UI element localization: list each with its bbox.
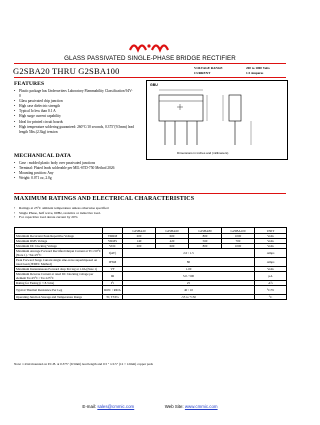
email-label: E-mail:	[82, 404, 97, 409]
parameter-cell: Maximum RMS Voltage	[15, 239, 103, 244]
package-outline-icon	[147, 81, 287, 159]
parameter-cell: Operating Junction Storage and Temperature Range	[15, 295, 103, 300]
voltage-label: VOLTAGE RANGE	[194, 66, 223, 70]
unit-cell: °C/W	[255, 286, 287, 295]
parameter-cell: Maximum DC blocking Voltage	[15, 244, 103, 249]
ratings-rule	[14, 193, 286, 194]
value-cell: 800	[189, 244, 222, 249]
table-row	[15, 272, 287, 281]
unit-cell: Volts	[255, 244, 287, 249]
value-cell: 200	[123, 244, 156, 249]
table-row	[15, 286, 287, 295]
symbol-cell: VDC	[103, 244, 123, 249]
email-link[interactable]: sales@cmmic.com	[97, 404, 135, 409]
symbol-cell: VRRM	[103, 234, 123, 239]
value-cell: 40 / 10	[123, 286, 255, 295]
document-subtitle: GLASS PASSIVATED SINGLE-PHASE BRIDGE RECTIFIER	[64, 55, 236, 62]
value-cell: 5.0 / 500	[123, 272, 255, 281]
value-cell: 1000	[222, 244, 255, 249]
parameter-cell: Maximum Average Forward Rectified Output Current at TC=50°C (Note 1) / TA=25°C	[16, 249, 102, 257]
spec-summary	[194, 66, 270, 76]
table-row	[15, 249, 287, 258]
rating-condition-item: • Ratings at 25°C ambient temperature unless otherwise specified	[14, 206, 284, 211]
mechanical-heading: MECHANICAL DATA	[14, 153, 72, 159]
parameter-cell: Maximum Recurrent Peak Repetitive Voltage	[15, 234, 103, 239]
parameter-cell: Maximum Instantaneous Forward drop Per leg at 1.0A (Note 1)	[15, 267, 103, 272]
value-cell: 25	[123, 281, 255, 286]
section-rule	[14, 77, 286, 78]
feature-item: • High temperature soldering guaranteed: 260°C/10 seconds, 0.375"(9.5mm) lead length 5lbs.(2.3kg) tension	[14, 125, 134, 135]
value-cell: 800	[189, 234, 222, 239]
value-cell: 1.00	[123, 267, 255, 272]
symbol-cell: IR	[103, 272, 123, 281]
website-label: Web Site:	[164, 404, 184, 409]
ratings-heading: MAXIMUM RATINGS AND ELECTRICAL CHARACTERISTICS	[14, 196, 195, 202]
features-list	[14, 89, 134, 135]
unit-cell: µA	[255, 272, 287, 281]
mechanical-item: • Case : molded plastic body over passivated junctions	[14, 161, 134, 166]
column-header: UNIT	[255, 228, 287, 234]
feature-item: • Typical Io less than 0.1 A	[14, 109, 134, 114]
column-header: G2SBA20	[123, 228, 156, 234]
symbol-cell: VF	[103, 267, 123, 272]
feature-item: • Glass passivated chip junction	[14, 99, 134, 104]
voltage-value: 200 to 1000 Volts	[246, 66, 270, 70]
table-row	[15, 295, 287, 300]
table-note: Note: 1.Unit mounted on P.C.B. at 0.375" (9.5mm) lead length and 0.5 " x 0.5" (12 × 12mm) copper pads	[14, 362, 153, 366]
value-cell: 140	[123, 239, 156, 244]
value-cell: 200	[123, 234, 156, 239]
value-cell: 700	[222, 239, 255, 244]
symbol-cell: I²t	[103, 281, 123, 286]
value-cell: 1000	[222, 234, 255, 239]
parameter-cell: Typical Thermal Resistance Per Leg	[15, 286, 103, 295]
header-rule	[14, 63, 286, 64]
symbol-cell: VRMS	[103, 239, 123, 244]
unit-cell: A²s	[255, 281, 287, 286]
mechanical-item: • Mounting position: Any	[14, 171, 134, 176]
rating-condition-item: • Single Phase, half wave, 60Hz, resistive or inductive load.	[14, 211, 284, 216]
column-header: G2SBA60	[156, 228, 189, 234]
features-heading: FEATURES	[14, 81, 45, 87]
current-value: 1.5 Amperes	[246, 71, 264, 75]
ratings-table	[14, 227, 287, 300]
column-header: G2SBA80	[189, 228, 222, 234]
symbol-cell: TJ, TSTG	[103, 295, 123, 300]
drawing-note: Dimensions in inches and (millimeters)	[177, 151, 229, 155]
footer	[0, 404, 300, 409]
value-cell: 600	[156, 234, 189, 239]
unit-cell: Volts	[255, 267, 287, 272]
symbol-cell: RθJC / RθJA	[103, 286, 123, 295]
parameter-cell: Peak Forward Surge Current single sine-wave superimposed on rated load (JEDEC Method)	[15, 258, 103, 267]
value-cell: -55 to +150	[123, 295, 255, 300]
unit-cell: Volts	[255, 239, 287, 244]
package-drawing	[146, 80, 288, 160]
unit-cell: °C	[255, 295, 287, 300]
mechanical-item: • Terminal: Plated leads solderable per MIL-STD-750 Method 2026	[14, 166, 134, 171]
value-cell: 560	[189, 239, 222, 244]
value-cell: 600	[156, 244, 189, 249]
value-cell: 420	[156, 239, 189, 244]
feature-item: • Plastic package has Underwriters Laboratory Flammability Classification 94V-0	[14, 89, 134, 99]
package-label: GBU	[150, 83, 158, 87]
column-header: G2SBA100	[222, 228, 255, 234]
feature-item: • Ideal for printed circuit boards	[14, 120, 134, 125]
mechanical-item: • Weight: 0.071 oz, 2.0g	[14, 176, 134, 181]
part-number-range: G2SBA20 THRU G2SBA100	[13, 66, 120, 76]
current-label: CURRENT	[194, 71, 211, 75]
parameter-cell: Maximum Reverse Current at rated DC blocking voltage per element Ta=25°C / Ta=125°C	[15, 272, 103, 281]
website-link[interactable]: www.cmmic.com	[184, 404, 218, 409]
value-cell: 2.0 / 1.5	[123, 249, 255, 258]
parameter-cell: Rating for Fusing (t < 8.3 ms)	[15, 281, 103, 286]
unit-cell: Amps	[255, 258, 287, 267]
table-row	[15, 258, 287, 267]
symbol-cell: I(AV)	[103, 249, 123, 258]
symbol-cell: IFSM	[103, 258, 123, 267]
mechanical-list	[14, 161, 134, 181]
ratings-list	[14, 206, 284, 220]
value-cell: 80	[123, 258, 255, 267]
rating-condition-item: • For capacitive load derate current by 20%	[14, 215, 284, 220]
feature-item: • High case dielectric strength	[14, 104, 134, 109]
unit-cell: Amps	[255, 249, 287, 258]
feature-item: • High surge current capability	[14, 114, 134, 119]
unit-cell: Volts	[255, 234, 287, 239]
